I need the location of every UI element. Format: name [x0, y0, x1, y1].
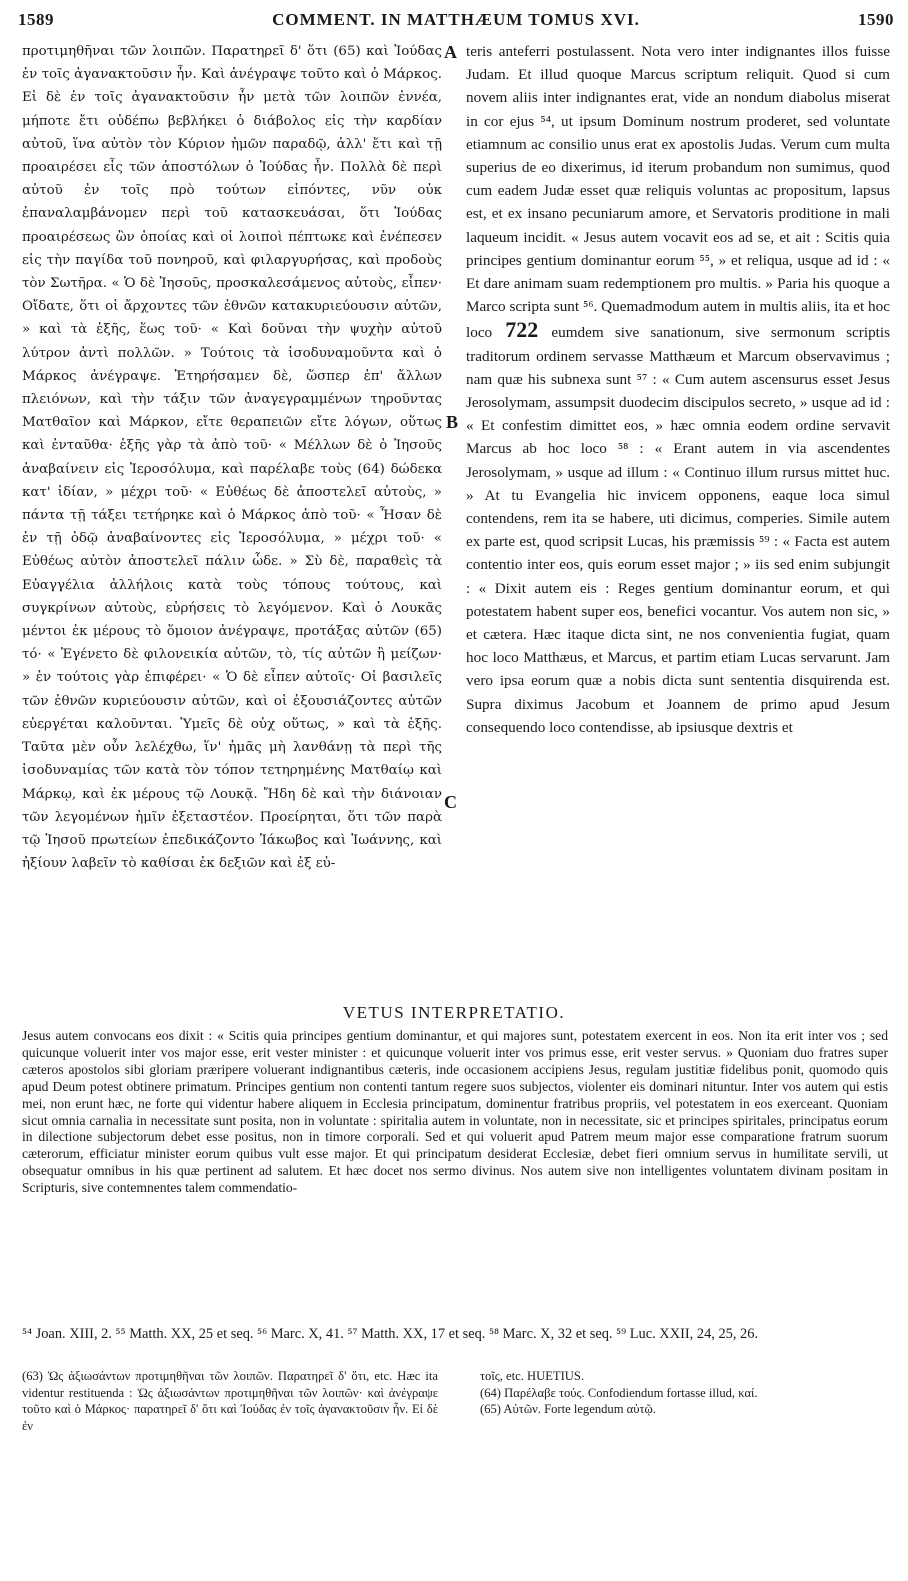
latin-page-number: 722: [505, 317, 539, 343]
scripture-references: ⁵⁴ Joan. XIII, 2. ⁵⁵ Matth. XX, 25 et seq. ⁵⁶ Marc. X, 41. ⁵⁷ Matth. XX, 17 et seq. ⁵⁸ Marc. X, 32 et seq. ⁵⁹ Luc. XXII, 24, 25, 26.: [22, 1326, 759, 1342]
footnote-line: τοῖς, etc. HUETIUS.: [480, 1369, 585, 1383]
footnotes-left: (63) Ὡς ἀξιωσάντων προτιμηθῆναι τῶν λοιπῶν. Παρατηρεῖ δ' ὅτι, etc. Hæc ita videntur restituenda : Ὡς ἀξιωσάντων προτιμηθῆναι τῶν λοιπῶν· καὶ ἀνέγραψε τοῦτο καὶ ὁ Μάρκος· παρατηρεῖ δ' ὅτι καὶ Ἰούδας ἐν τοῖς ἀγανακτοῦσιν ἦν. Εἰ δὲ ἐν: [22, 1369, 438, 1433]
latin-text: [466, 40, 890, 739]
footnotes-right: [480, 1368, 888, 1418]
running-title: COMMENT. IN MATTHÆUM TOMUS XVI.: [272, 10, 640, 29]
greek-text: προτιμηθῆναι τῶν λοιπῶν. Παρατηρεῖ δ' ὅτι (65) καὶ Ἰούδας ἐν τοῖς ἀγανακτοῦσιν ἦν. Καὶ ἀνέγραψε τοῦτο καὶ ὁ Μάρκος. Εἰ δὲ ἐν τοῖς ἀγανακτοῦσιν ἦν μετὰ τῶν λοιπῶν ἐννέα, μήποτε ἔτι οὐδέπω βεβλήκει ὁ διάβολος εἰς τὴν καρδίαν αὐτοῦ, ἵνα αὐτὸν τὸν Κύριον ἡμῶν παραδῷ, ἀλλ' ἔτι καὶ τῇ προαιρέσει εἷς τῶν ἀποστόλων ὁ Ἰούδας ἦν. Πολλὰ δὲ περὶ αὐτοῦ ἐν τοῖς πρὸ τούτων εἰπόντες, νῦν οὐκ ἐπαναλαμβάνομεν περὶ τοῦ κατασκευάσαι, ὅτι Ἰούδας προαιρέσεως ὢν ὁποίας καὶ οἱ λοιποὶ πέπτωκε καὶ ἐνέπεσεν εἰς τὴν παγίδα τοῦ πονηροῦ, καὶ φιλαργυρήσας, καὶ προδοὺς τὸν Σωτῆρα. « Ὁ δὲ Ἰησοῦς, προσκαλεσάμενος αὐτοὺς, εἶπεν· Οἴδατε, ὅτι οἱ ἄρχοντες τῶν ἐθνῶν κατακυριεύουσιν αὐτῶν, » καὶ τὰ ἑξῆς, ἕως τοῦ· « Καὶ δοῦναι τὴν ψυχὴν αὐτοῦ λύτρον ἀντὶ πολλῶν. » Τούτοις τὰ ἰσοδυναμοῦντα καὶ ὁ Μάρκος ἀνέγραψε. Ἐτηρήσαμεν δὲ, ὥσπερ ἐπ' ἄλλων πλειόνων, καὶ τὴν τάξιν τῶν ἀναγεγραμμένων τηροῦντας Ματθαῖον καὶ Μάρκον, εἴτε θεραπειῶν εἴτε λόγων, οὕτως καὶ ἐνταῦθα· ἑξῆς γὰρ τὰ ἀπὸ τοῦ· « Μέλλων δὲ ὁ Ἰησοῦς ἀναβαίνειν εἰς Ἱεροσόλυμα, καὶ παρέλαβε τοὺς (64) δώδεκα κατ' ἰδίαν, » μέχρι τοῦ· « Εὐθέως δὲ ἀποστελεῖ αὐτοὺς, » πάντα τῇ τάξει τετήρηκε καὶ ὁ Μάρκος ἀπὸ τοῦ· « Ἦσαν δὲ ἐν τῇ ὁδῷ ἀναβαίνοντες εἰς Ἱεροσόλυμα, » μέχρι τοῦ· « Εὐθέως αὐτὸν ἀποστελεῖ πάλιν ὧδε. » Σὺ δὲ, παραθεὶς τὰ Εὐαγγέλια ἀλλήλοις κατὰ τοὺς τόπους τούτους, καὶ συγκρίνων αὐτοὺς, εὑρήσεις τὸ λεγόμενον. Καὶ ὁ Λουκᾶς μέντοι ἐκ μέρους τὸ ὅμοιον ἀνέγραψε, προτάξας αὐτῶν (65) τό· « Ἐγένετο δὲ φιλονεικία αὐτῶν, τὸ, τίς αὐτῶν ἢ μείζων· » ἐν τούτοις γὰρ ἐπιφέρει· « Ὁ δὲ εἶπεν αὐτοῖς· Οἱ βασιλεῖς τῶν ἐθνῶν κυριεύουσιν αὐτῶν, καὶ οἱ ἐξουσιάζοντες αὐτῶν εὐεργέται καλοῦνται. Ὑμεῖς δὲ οὐχ οὕτως, » καὶ τὰ ἑξῆς. Ταῦτα μὲν οὖν λελέχθω, ἵν' ἡμᾶς μὴ λανθάνῃ τὰ περὶ τῆς ἰσοδυναμίας τῶν κατὰ τὸν τόπον τετηρημένης Ματθαίῳ καὶ Μάρκῳ, καὶ ἐκ μέρους τῷ Λουκᾷ. Ἤδη δὲ καὶ τὴν διάνοιαν τῶν λεγομένων ἡμῖν ἐξεταστέον. Προείρηται, ὅτι τῶν παρὰ τῷ Ἰησοῦ πρωτείων ἐπεδικάζοντο Ἰάκωβος καὶ Ἰωάννης, καὶ ἠξίουν λαβεῖν τὸ καθίσαι ἐκ δεξιῶν καὶ ἐξ εὐ-: [22, 44, 442, 872]
running-header: [18, 10, 894, 36]
latin-text-part-2: eumdem sive sanationum, sive sermonum scriptis traditorum ordinem servasse Matthæum et Marcum observavimus ; nam quæ his subnexa sunt ⁵⁷ : « Cum autem ascensurus esset Jesus Jerosolymam, assumpsit duodecim discipulos secreto, » usque ad id : « Et confestim dimittet eos, » hæc omnia eodem ordine servavit Marcus ab hoc loco ⁵⁸ : « Erant autem in via ascendentes Jerosolymam, » usque ad illum : « Continuo illum rursus mittet huc. » At tu Evangelia hic invicem opponens, eaque loca simul contendens, rem ita se habere, uti dicimus, comperies. Simile autem ex parte est, quod scripsit Lucas, his præmissis ⁵⁹ : « Facta est autem contentio inter eos, quis eorum esset major ; » iis sed enim subjungit : « Dixit autem eis : Reges gentium dominantur eorum, et qui potestatem habent super eos, benefici vocantur. Vos autem non sic, » et cætera. Hæc itaque dicta sint, ne nos convenientia fugiat, quam hoc loco Matthæus, et Marcus, et partim etiam Lucas servarunt. Jam vero ipsa eorum quæ a nobis dicta sunt sententia disquirenda est. Supra diximus Jacobum et Joannem de primo apud Jesum consequendo loco contendisse, ab ipsiusque dextris et: [466, 324, 890, 736]
footnote-line: (64) Παρέλαβε τούς. Confodiendum fortasse illud, καί.: [480, 1385, 758, 1400]
footnote-line: (65) Αὐτῶν. Forte legendum αὐτῷ.: [480, 1402, 656, 1416]
latin-text-part-1: teris anteferri postulassent. Nota vero inter indignantes illos fuisse Judam. Et illud quoque Marcus scriptum reliquit. Quod si cum novem aliis inter indignantes erat, vide an nondum diabolus miserat in cor ejus ⁵⁴, ut ipsum Dominum nostrum proderet, sed voluntate etiamnum ac consilio unus erat ex apostolis Judas. Verum cum multa superius de eo dixerimus, id iterum probandum non sumimus, quod cum eadem Judæ esset quæ reliquis voluntas ac propositum, lapsus est, et ex insano pecuniarum amore, et Servatoris proditione in mali laqueum incidit. « Jesus autem vocavit eos ad se, et ait : Scitis quia principes gentium dominantur eorum ⁵⁵, » et reliqua, usque ad id : « Et dare animam suam redemptionem pro multis. » Paria his quoque a Marco scripta sunt ⁵⁶. Quemadmodum autem in multis aliis, ita et hoc loco: [466, 43, 890, 342]
margin-letter-a: A: [444, 42, 457, 62]
page-number-left: 1589: [18, 10, 54, 29]
latin-column: [466, 40, 890, 998]
page-number-right: 1590: [858, 10, 894, 29]
vetus-interpretatio-text: Jesus autem convocans eos dixit : « Scitis quia principes gentium dominantur, et qui majores sunt, potestatem exercent in eos. Non ita erit inter vos ; sed quicunque voluerit inter vos major esse, erit vester minister : et quicunque voluerit inter vos primus esse, erit vester servus. » Quoniam duo fratres super cæteros apostolos sibi gloriam præripere voluerant indignantibus cæteris, inde occasionem accipiens Jesus, regulam justitiæ fidelibus ponit, quomodo quis apud Deum potest obtinere primatum. Principes gentium non contenti tantum regere suos subjectos, violenter eis dominari nituntur. Inter vos autem qui estis mei, non erunt hæc, ne forte qui videntur habere aliquem in Ecclesia principatum, dominentur fratribus propriis, vel potestatem in eos exerceant. Quoniam sicut omnia carnalia in necessitate sunt posita, non in voluntate : spiritalia autem in voluntate, non in necessitate, sic et principes spiritales, principatus eorum in dilectione subjectorum debet esse positus, non in timore corporali. Sed et qui voluerit apud Patrem meum major esse comparatione fratrum suorum cæterorum, efficiatur minister eorum quibus vult esse major. Et qui principatum desiderat Ecclesiæ, debet fieri omnium servus in humilitate servili, ut obsequatur omnibus in his quæ pertinent ad salutem. Et hæc docet nos sermo divinus. Nos autem sive non intelligentes voluntatem divinam positam in Scripturis, sive contemnentes talem commendatio-: [22, 1028, 888, 1196]
margin-letter-c: C: [444, 792, 457, 812]
margin-letter-b: B: [446, 412, 459, 432]
greek-column: [22, 40, 442, 998]
vetus-interpretatio-title: VETUS INTERPRETATIO.: [342, 1003, 566, 1022]
